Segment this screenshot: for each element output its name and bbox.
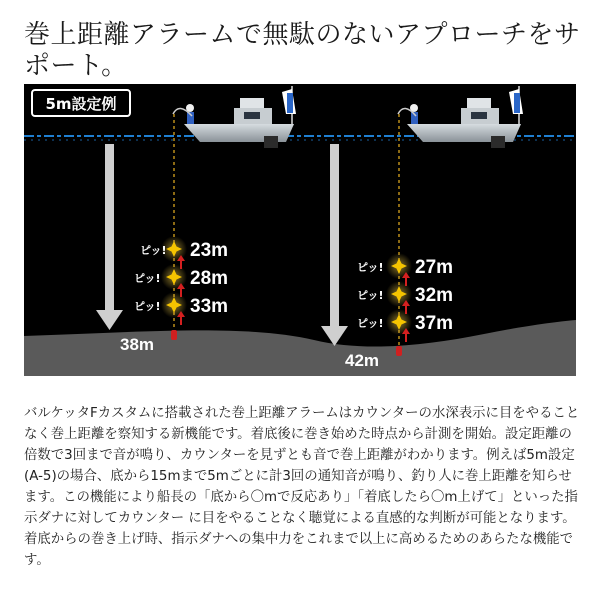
right-bottom-depth: 42m [345,351,380,370]
depth-alarm-figure [24,84,576,376]
left-alert-1-depth: 23m [190,240,229,261]
left-alert-2-depth: 28m [190,268,229,289]
left-bottom-depth: 38m [120,335,155,354]
right-alert-2-beep: ピッ! [357,289,384,302]
right-alert-2-depth: 32m [415,285,454,306]
setting-badge [32,90,130,116]
left-sinker [171,330,177,340]
left-alert-3-beep: ピッ! [134,300,161,313]
left-alert-1-beep: ピッ! [140,244,167,257]
setting-badge-label: 5m設定例 [45,95,117,113]
right-alert-1-depth: 27m [415,257,454,278]
right-alert-1-beep: ピッ! [357,261,384,274]
right-alert-3-depth: 37m [415,313,454,334]
headline: 巻上距離アラームで無駄のないアプローチをサポート。 [24,20,581,81]
right-alert-3-beep: ピッ! [357,317,384,330]
left-alert-2-beep: ピッ! [134,272,161,285]
description-paragraph: バルケッタFカスタムに搭載された巻上距離アラームはカウンターの水深表示に目をやることなく巻上距離を察知する新機能です。着底後に巻き始めた時点から計測を開始。設定距離の倍数で3回まで音が鳴り、カウンターを見ずとも音で巻上距離がわかります。例えば5m設定(A-5)の場合、底から15mまで5mごとに計3回の通知音が鳴り、釣り人に巻上距離を知らせます。この機能により船長の「底から〇mで反応あり」「着底したら〇m上げて」といった指示ダナに対してカウンター に目をやることなく聴覚による直感的な判断が可能となります。着底からの巻き上げ時、指示ダナへの集中力をこれまで以上に高めるためのあらたな機能です。 [24,406,580,568]
right-sinker [396,346,402,356]
left-alert-3-depth: 33m [190,296,229,317]
